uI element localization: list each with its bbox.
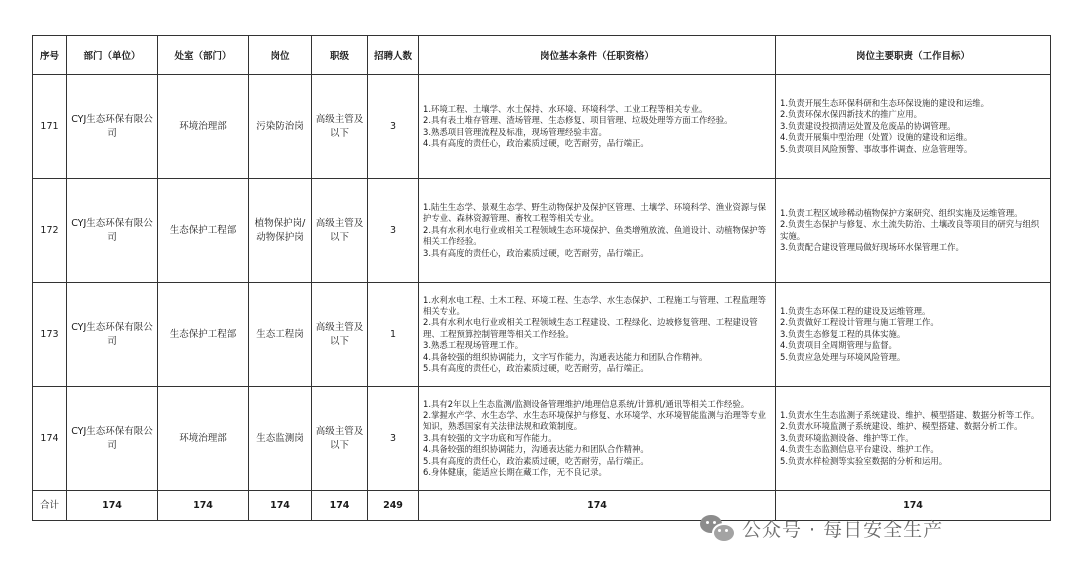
duty-item: 2.负责水环境监测子系统建设、维护、模型搭建、数据分析工作。	[780, 421, 1023, 432]
duty-item: 3.负责生态修复工程的具体实施。	[780, 328, 906, 339]
table-row	[33, 283, 1051, 387]
condition-item: 1.具有2年以上生态监测/监测设备管理维护/地理信息系统/计算机/通讯等相关工作经验。	[423, 398, 750, 409]
cell-level: 高级主管及以下	[312, 387, 368, 491]
header-seq: 序号	[33, 36, 67, 75]
cell-conditions	[419, 179, 776, 283]
cell-seq: 172	[33, 179, 67, 283]
watermark-text: 公众号 · 每日安全生产	[742, 518, 944, 541]
condition-item: 6.身体健康，能适应长期在藏工作，无不良记录。	[423, 467, 607, 478]
cell-conditions	[419, 387, 776, 491]
header-conditions: 岗位基本条件（任职资格）	[419, 36, 776, 75]
condition-item: 4.具有高度的责任心，政治素质过硬，吃苦耐劳，品行端正。	[423, 137, 649, 148]
duty-item: 1.负责生态环保工程的建设及运维管理。	[780, 305, 931, 316]
cell-duties	[776, 75, 1051, 179]
cell-post: 生态工程岗	[249, 283, 312, 387]
cell-post: 生态监测岗	[249, 387, 312, 491]
cell-seq: 171	[33, 75, 67, 179]
duty-item: 2.负责环保水保四新技术的推广应用。	[780, 109, 922, 120]
cell-dept: CYJ生态环保有限公司	[67, 387, 158, 491]
header-row	[33, 36, 1051, 75]
table-row	[33, 387, 1051, 491]
cell-duties	[776, 179, 1051, 283]
condition-item: 1.水利水电工程、土木工程、环境工程、生态学、水生态保护、工程施工与管理、工程监理等相关专业。	[423, 294, 766, 316]
duty-item: 1.负责工程区域珍稀动植物保护方案研究、组织实施及运维管理。	[780, 207, 1023, 218]
duty-item: 3.负责建设投损清运处置及危废品的协调管理。	[780, 120, 956, 131]
condition-item: 5.具有高度的责任心，政治素质过硬，吃苦耐劳，品行端正。	[423, 363, 649, 374]
cell-level: 高级主管及以下	[312, 283, 368, 387]
condition-item: 2.具有水利水电行业或相关工程领域生态环境保护、鱼类增殖放流、鱼道设计、动植物保护等相关工作经验。	[423, 224, 766, 247]
duty-item: 2.负责做好工程设计管理与施工管理工作。	[780, 317, 939, 328]
condition-item: 3.熟悉工程现场管理工作。	[423, 340, 524, 351]
condition-item: 1.环境工程、土壤学、水土保持、水环境、环境科学、工业工程等相关专业。	[423, 103, 708, 114]
cell-seq: 174	[33, 387, 67, 491]
cell-duties	[776, 283, 1051, 387]
cell-conditions	[419, 283, 776, 387]
cell-level: 高级主管及以下	[312, 75, 368, 179]
duty-item: 3.负责配合建设管理局做好现场环水保管理工作。	[780, 241, 964, 252]
cell-dept: CYJ生态环保有限公司	[67, 75, 158, 179]
header-post: 岗位	[249, 36, 312, 75]
cell-duties	[776, 387, 1051, 491]
condition-item: 5.具有高度的责任心，政治素质过硬，吃苦耐劳，品行端正。	[423, 455, 649, 466]
duty-item: 5.负责水样检测等实验室数据的分析和运用。	[780, 455, 948, 466]
cell-level: 高级主管及以下	[312, 179, 368, 283]
condition-item: 3.具有高度的责任心，政治素质过硬，吃苦耐劳，品行端正。	[423, 247, 649, 258]
header-level: 职级	[312, 36, 368, 75]
total-count: 249	[368, 491, 419, 521]
total-label: 合计	[33, 491, 67, 521]
cell-count: 3	[368, 387, 419, 491]
recruitment-table	[32, 35, 1051, 521]
total-level: 174	[312, 491, 368, 521]
cell-dept: CYJ生态环保有限公司	[67, 283, 158, 387]
header-office: 处室（部门）	[158, 36, 249, 75]
condition-item: 2.具有表土堆存管理、渣场管理、生态修复、项目管理、垃圾处理等方面工作经验。	[423, 115, 733, 126]
condition-item: 3.具有较强的文字功底和写作能力。	[423, 432, 557, 443]
cell-post: 污染防治岗	[249, 75, 312, 179]
condition-item: 4.具备较强的组织协调能力，沟通表达能力和团队合作精神。	[423, 444, 649, 455]
cell-count: 1	[368, 283, 419, 387]
duty-item: 4.负责项目全周期管理与监督。	[780, 340, 897, 351]
duty-item: 5.负责应急处理与环境风险管理。	[780, 351, 906, 362]
condition-item: 1.陆生生态学、景观生态学、野生动物保护及保护区管理、土壤学、环境科学、渔业资源与保护专业、森林资源管理、畜牧工程等相关专业。	[423, 201, 766, 224]
condition-item: 2.具有水利水电行业或相关工程领域生态工程建设、工程绿化、边坡修复管理、工程建设管理、工程预算控制管理等相关工作经验。	[423, 317, 758, 339]
duty-item: 2.负责生态保护与修复、水土流失防治、土壤改良等项目的研究与组织实施。	[780, 219, 1040, 241]
duty-item: 3.负责环境监测设备、维护等工作。	[780, 432, 914, 443]
table-row	[33, 75, 1051, 179]
cell-dept: CYJ生态环保有限公司	[67, 179, 158, 283]
total-conditions: 174	[419, 491, 776, 521]
cell-office: 环境治理部	[158, 387, 249, 491]
duty-item: 4.负责开展集中型治理（处置）设施的建设和运维。	[780, 132, 973, 143]
header-duties: 岗位主要职责（工作目标）	[776, 36, 1051, 75]
total-duties: 174	[776, 491, 1051, 521]
cell-office: 环境治理部	[158, 75, 249, 179]
condition-item: 2.掌握水产学、水生态学、水生态环境保护与修复、水环境学、水环境智能监测与治理等专业知识，熟悉国家有关法律法规和政策制度。	[423, 409, 766, 432]
condition-item: 3.熟悉项目管理流程及标准，现场管理经验丰富。	[423, 126, 607, 137]
duty-item: 1.负责开展生态环保科研和生态环保设施的建设和运维。	[780, 97, 989, 108]
watermark	[700, 513, 943, 543]
cell-conditions	[419, 75, 776, 179]
cell-count: 3	[368, 179, 419, 283]
condition-item: 4.具备较强的组织协调能力，文字写作能力，沟通表达能力和团队合作精神。	[423, 351, 708, 362]
cell-office: 生态保护工程部	[158, 179, 249, 283]
cell-post: 植物保护岗/动物保护岗	[249, 179, 312, 283]
duty-item: 1.负责水生生态监测子系统建设、维护、模型搭建、数据分析等工作。	[780, 409, 1040, 420]
total-office: 174	[158, 491, 249, 521]
header-dept: 部门（单位）	[67, 36, 158, 75]
table-row	[33, 179, 1051, 283]
total-post: 174	[249, 491, 312, 521]
wechat-icon	[700, 513, 734, 543]
cell-office: 生态保护工程部	[158, 283, 249, 387]
header-count: 招聘人数	[368, 36, 419, 75]
duty-item: 4.负责生态监测信息平台建设、维护工作。	[780, 444, 939, 455]
cell-seq: 173	[33, 283, 67, 387]
duty-item: 5.负责项目风险预警、事故事件调查、应急管理等。	[780, 143, 973, 154]
cell-count: 3	[368, 75, 419, 179]
total-dept: 174	[67, 491, 158, 521]
